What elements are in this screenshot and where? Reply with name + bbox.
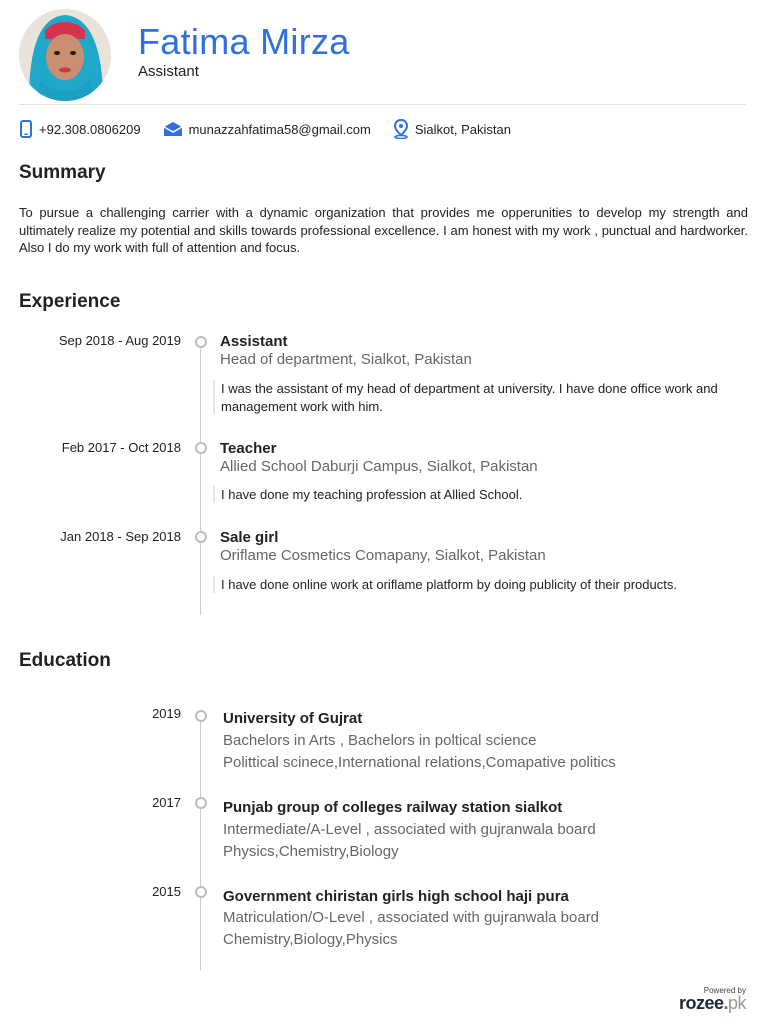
education-subjects: Physics,Chemistry,Biology [223, 843, 399, 860]
timeline-dot [195, 710, 207, 722]
experience-dates: Jan 2018 - Sep 2018 [60, 529, 181, 544]
timeline-dot [195, 336, 207, 348]
education-school: Government chiristan girls high school haji pura [223, 888, 569, 905]
description-bar [213, 380, 215, 414]
timeline-dot [195, 797, 207, 809]
education-subjects: Polittical scinece,International relations,Comapative politics [223, 754, 616, 771]
description-bar [213, 486, 215, 503]
experience-employer: Head of department, Sialkot, Pakistan [220, 351, 472, 368]
candidate-name: Fatima Mirza [138, 21, 350, 62]
experience-heading: Experience [19, 291, 121, 312]
experience-employer: Allied School Daburji Campus, Sialkot, Pakistan [220, 458, 538, 475]
avatar [19, 9, 111, 101]
experience-dates: Sep 2018 - Aug 2019 [58, 333, 181, 348]
education-heading: Education [19, 650, 111, 671]
education-degree: Intermediate/A-Level , associated with gujranwala board [223, 821, 596, 838]
education-year: 2017 [152, 795, 181, 810]
education-degree: Bachelors in Arts , Bachelors in poltical science [223, 732, 537, 749]
experience-description: I have done online work at oriflame platform by doing publicity of their products. [221, 577, 677, 592]
location-icon [393, 119, 409, 139]
experience-title: Teacher [220, 440, 277, 457]
description-bar [213, 576, 215, 593]
education-year: 2019 [152, 706, 181, 721]
phone-text: +92.308.0806209 [39, 121, 141, 137]
email-icon [163, 121, 183, 137]
summary-heading: Summary [19, 162, 106, 183]
contact-bar [19, 119, 533, 139]
profile-photo [19, 9, 111, 101]
contact-phone[interactable] [19, 120, 141, 138]
summary-text: To pursue a challenging carrier with a dynamic organization that provides me opperunities to develop my strength and ultimately realize my potential and skills towards professional excellence. I am honest with my work , punctual and hardworker. Also I do my work with full of attention and focus. [19, 205, 748, 255]
timeline-dot [195, 531, 207, 543]
experience-description: I have done my teaching profession at Allied School. [221, 487, 523, 502]
candidate-role: Assistant [138, 63, 199, 80]
timeline-dot [195, 442, 207, 454]
education-subjects: Chemistry,Biology,Physics [223, 931, 398, 948]
logo-main: rozee [678, 993, 724, 1013]
rozee-logo [679, 993, 746, 1013]
education-degree: Matriculation/O-Level , associated with gujranwala board [223, 909, 600, 926]
experience-dates: Feb 2017 - Oct 2018 [61, 440, 181, 455]
experience-timeline [200, 341, 201, 615]
experience-title: Assistant [220, 333, 288, 350]
logo-tld: pk [727, 993, 746, 1013]
logo-dot: . [723, 993, 728, 1013]
education-school: University of Gujrat [223, 710, 363, 727]
experience-employer: Oriflame Cosmetics Comapany, Sialkot, Pakistan [220, 547, 546, 564]
experience-title: Sale girl [220, 529, 279, 546]
phone-icon [19, 120, 33, 138]
education-year: 2015 [152, 884, 181, 899]
header-divider [19, 104, 746, 105]
experience-description: I was the assistant of my head of department at university. I have done office work and management work with him. [221, 381, 718, 414]
powered-by-text: Powered by [703, 986, 746, 995]
timeline-dot [195, 886, 207, 898]
location-text: Sialkot, Pakistan [414, 121, 511, 137]
contact-location[interactable] [393, 119, 511, 139]
email-text: munazzahfatima58@gmail.com [188, 121, 371, 137]
contact-email[interactable] [163, 121, 371, 137]
education-timeline [200, 715, 201, 970]
footer-branding[interactable] [679, 986, 746, 1014]
education-school: Punjab group of colleges railway station sialkot [223, 799, 563, 816]
